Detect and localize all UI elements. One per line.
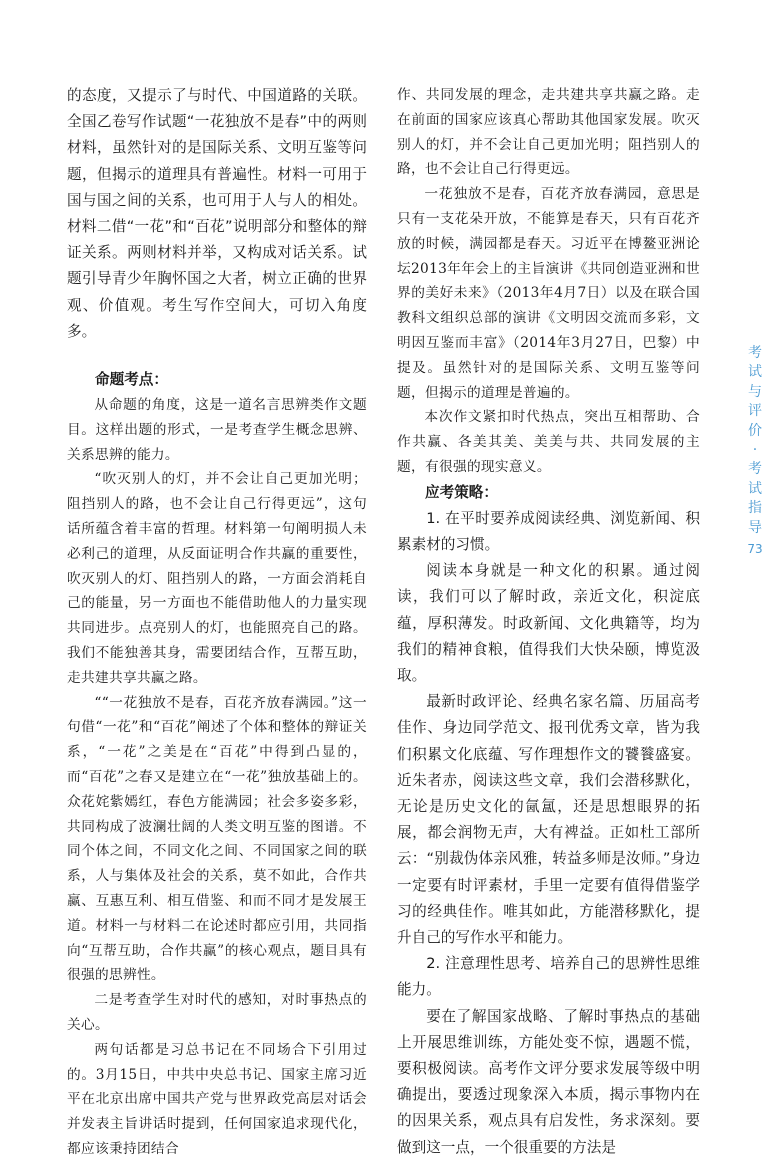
running-header-char: 与 (748, 383, 762, 400)
left-column (67, 83, 367, 1162)
spacer (67, 345, 367, 367)
body-paragraph: 一花独放不是春，百花齐放春满园，意思是只有一支花朵开放，不能算是春天，只有百花齐放的时候，满园都是春天。习近平在博鳌亚洲论坛2013年年会上的主旨演讲《共同创造亚洲和世界的美好未来》（2013年4月7日）以及在联合国教科文组织总部的演讲《文明因交流而多彩，文明因互鉴而丰富》（2014年3月27日，巴黎）中提及。虽然针对的是国际关系、文明互鉴等问题，但揭示的道理是普遍的。 (397, 186, 700, 401)
body-paragraph: 本次作文紧扣时代热点，突出互相帮助、合作共赢、各美其美、美美与共、共同发展的主题，有很强的现实意义。 (397, 409, 700, 475)
running-header-char: · (752, 442, 758, 459)
body-paragraph: 从命题的角度，这是一道名言思辨类作文题目。这样出题的形式，一是考查学生概念思辨、关系思辨的能力。 (67, 397, 367, 463)
running-header-char: 指 (748, 500, 762, 517)
running-header-char: 试 (748, 364, 762, 381)
section-heading-strategy: 应考策略： (425, 483, 498, 501)
running-header-char: 价 (748, 422, 762, 439)
right-column (397, 83, 700, 1161)
running-header-char: 导 (748, 519, 762, 536)
intro-paragraph: 的态度，又提示了与时代、中国道路的关联。全国乙卷写作试题“一花独放不是春”中的两则材料，虽然针对的是国际关系、文明互鉴等问题，但揭示的道理具有普遍性。材料一可用于国与国之间的关系，也可用于人与人的相处。材料二借“一花”和“百花”说明部分和整体的辩证关系。两则材料并举，又构成对话关系。试题引导青少年胸怀国之大者，树立正确的世界观、价值观。考生写作空间大，可切入角度多。 (67, 87, 367, 340)
body-paragraph: 要在了解国家战略、了解时事热点的基础上开展思维训练，方能处变不惊，遇题不慌，要积极阅读。高考作文评分要求发展等级中明确提出，要透过现象深入本质，揭示事物内在的因果关系，观点具有启发性，务求深刻。要做到这一点，一个很重要的方法是 (397, 1007, 700, 1156)
body-paragraph: 2. 注意理性思考、培养自己的思辨性思维能力。 (397, 955, 700, 999)
body-paragraph: ““一花独放不是春，百花齐放春满园。”这一句借“一花”和“百花”阐述了个体和整体的辩证关系，“一花”之美是在“百花”中得到凸显的，而“百花”之春又是建立在“一花”独放基础上的。众花姹紫嫣红，春色方能满园；社会多姿多彩，共同构成了波澜壮阔的人类文明互鉴的图谱。不同个体之间，不同文化之间、不同国家之间的联系，人与集体及社会的关系，莫不如此，合作共赢、互惠互利、相互借鉴、和而不同才是发展王道。材料一与材料二在论述时都应引用，共同指向“互帮互助，合作共赢”的核心观点，题目具有很强的思辨性。 (67, 694, 367, 984)
running-header-char: 评 (748, 403, 762, 420)
running-header-char: 考 (748, 345, 762, 361)
page-number: 73 (747, 542, 763, 557)
running-header-char: 考 (748, 461, 762, 478)
body-paragraph: 1. 在平时要养成阅读经典、浏览新闻、积累素材的习惯。 (397, 509, 700, 553)
body-paragraph: 作、共同发展的理念，走共建共享共赢之路。走在前面的国家应该真心帮助其他国家发展。吹灭别人的灯，并不会让自己更加光明；阻挡别人的路，也不会让自己行得更远。 (397, 87, 700, 178)
running-header (742, 344, 768, 559)
body-paragraph: 二是考查学生对时代的感知，对时事热点的关心。 (67, 992, 367, 1033)
body-paragraph: 最新时政评论、经典名家名篇、历届高考佳作、身边同学范文、报刊优秀文章，皆为我们积累文化底蕴、写作理想作文的饕餮盛宴。近朱者赤，阅读这些文章，我们会潜移默化，无论是历史文化的氤氲，还是思想眼界的拓展，都会润物无声，大有裨益。正如杜工部所云：“别裁伪体亲风雅，转益多师是汝师。”身边一定要有时评素材，手里一定要有值得借鉴学习的经典佳作。唯其如此，方能潜移默化，提升自己的写作水平和能力。 (397, 693, 700, 946)
body-paragraph: 阅读本身就是一种文化的积累。通过阅读，我们可以了解时政，亲近文化，积淀底蕴，厚积薄发。时政新闻、文化典籍等，均为我们的精神食粮，值得我们大快朵颐，博览汲取。 (397, 562, 700, 684)
section-heading-exam-points: 命题考点： (95, 371, 168, 389)
body-paragraph: 两句话都是习总书记在不同场合下引用过的。3月15日，中共中央总书记、国家主席习近平在北京出席中国共产党与世界政党高层对话会并发表主旨讲话时提到，任何国家追求现代化，都应该秉持团结合 (67, 1041, 367, 1157)
body-paragraph: “吹灭别人的灯，并不会让自己更加光明；阻挡别人的路，也不会让自己行得更远”，这句话所蕴含着丰富的哲理。材料第一句阐明损人未必利己的道理，从反面证明合作共赢的重要性，吹灭别人的灯、阻挡别人的路，一方面会消耗自己的能量，另一方面也不能借助他人的力量实现共同进步。点亮别人的灯，也能照亮自己的路。我们不能独善其身，需要团结合作，互帮互助，走共建共享共赢之路。 (67, 471, 367, 686)
running-header-char: 试 (748, 480, 762, 497)
